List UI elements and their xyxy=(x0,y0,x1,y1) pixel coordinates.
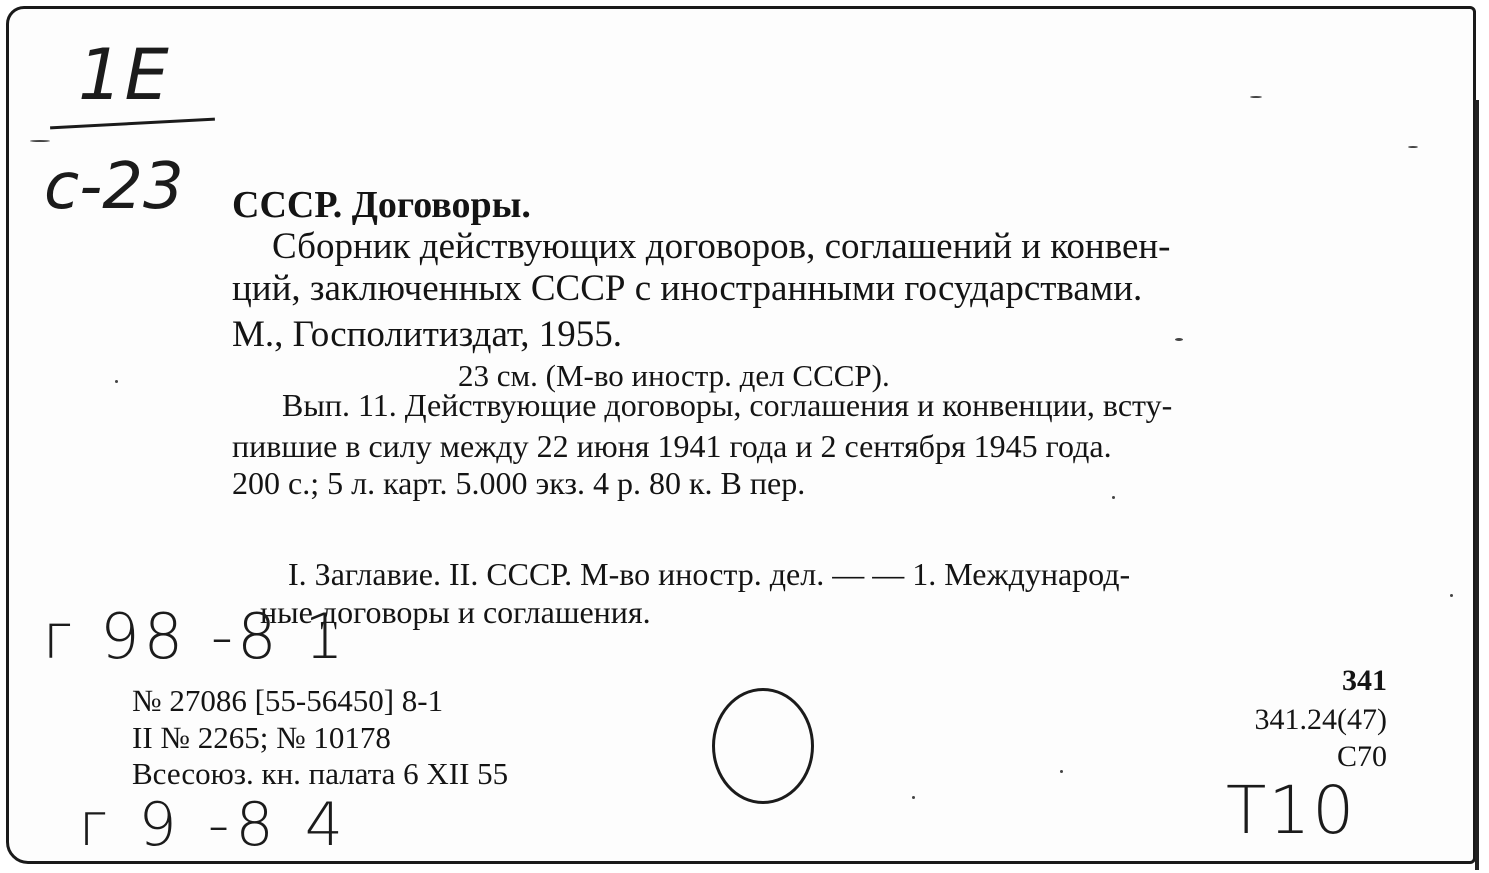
classification-code-1: 341 xyxy=(1342,664,1387,697)
footer-line-1: № 27086 [55-56450] 8-1 xyxy=(132,683,444,718)
imprint: М., Госполитиздат, 1955. xyxy=(232,314,623,355)
series-line-3: 200 с.; 5 л. карт. 5.000 экз. 4 р. 80 к. В пер. xyxy=(232,465,806,501)
tracings-line-1: I. Заглавие. II. СССР. М-во иностр. дел. — — 1. Международ- xyxy=(288,556,1131,592)
footer-line-2: II № 2265; № 10178 xyxy=(132,720,391,755)
record-heading: СССР. Договоры. xyxy=(232,184,531,226)
hand-drawn-circle xyxy=(712,688,814,804)
handwritten-bottom-code-1: г 98 -8 1 xyxy=(42,600,348,673)
physical-note: 23 см. (М-во иностр. дел СССР). xyxy=(458,358,890,393)
title-line-2: ций, заключенных СССР с иностранными государствами. xyxy=(232,268,1143,309)
classification-code-3: С70 xyxy=(1336,740,1387,773)
handwritten-top-code: 1E xyxy=(78,34,171,116)
footer-line-3: Всесоюз. кн. палата 6 XII 55 xyxy=(132,756,509,791)
handwritten-corner-code: T10 xyxy=(1226,772,1357,849)
tracings-line-2: ные договоры и соглашения. xyxy=(260,594,651,630)
classification-code-2: 341.24(47) xyxy=(1254,703,1387,736)
handwritten-bottom-code-2: г 9 -8 4 xyxy=(78,790,349,860)
card-edge-shadow xyxy=(1475,100,1479,870)
title-line-1: Сборник действующих договоров, соглашений и конвен- xyxy=(272,226,1171,267)
series-line-2: пившие в силу между 22 июня 1941 года и 2 сентября 1945 года. xyxy=(232,428,1112,464)
series-line-1: Вып. 11. Действующие договоры, соглашения и конвенции, всту- xyxy=(282,387,1173,423)
handwritten-left-code: с-23 xyxy=(44,150,184,224)
